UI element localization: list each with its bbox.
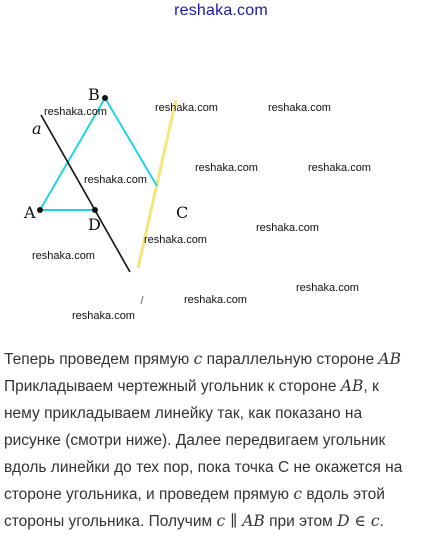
text-fragment: параллельную стороне xyxy=(202,351,379,368)
watermark: reshaka.com xyxy=(44,106,107,118)
text-line: вдоль линейки до тех пор, пока точка C не окажется на xyxy=(4,459,403,476)
point-d xyxy=(92,207,98,213)
text-fragment: стороны угольника. Получим xyxy=(4,513,217,530)
watermark: reshaka.com xyxy=(296,282,359,294)
text-line: нему прикладываем линейку так, как показано на xyxy=(4,405,363,422)
formula-parallel: c ∥ AB xyxy=(216,512,265,530)
text-fragment: Теперь проведем прямую xyxy=(4,351,194,368)
segment-ab: AB xyxy=(340,377,364,395)
text-line xyxy=(4,508,436,535)
text-line xyxy=(4,481,436,508)
text-fragment: , к xyxy=(363,378,379,395)
solution-text xyxy=(4,346,436,535)
side-bc xyxy=(105,98,157,186)
text-fragment: стороне угольника, и проведем прямую xyxy=(4,486,294,503)
watermark: reshaka.com xyxy=(84,174,147,186)
watermark: reshaka.com xyxy=(155,102,218,114)
text-line xyxy=(4,373,436,400)
label-a: A xyxy=(24,203,36,222)
watermark: reshaka.com xyxy=(195,162,258,174)
watermark: reshaka.com xyxy=(72,310,135,322)
var-c: c xyxy=(193,350,203,368)
tick-mark xyxy=(141,296,143,304)
text-fragment: Прикладываем чертежный угольник к стороне xyxy=(4,378,341,395)
text-fragment: . xyxy=(379,513,384,530)
label-c: C xyxy=(176,203,189,222)
watermark: reshaka.com xyxy=(268,102,331,114)
segment-ab: AB xyxy=(378,350,402,368)
label-line-a: a xyxy=(32,119,42,138)
watermark: reshaka.com xyxy=(308,162,371,174)
label-d: D xyxy=(88,215,101,234)
text-line: рисунке (смотри ниже). Далее передвигаем угольник xyxy=(4,432,386,449)
site-header-watermark: reshaka.com xyxy=(174,2,268,19)
line-a xyxy=(41,115,130,272)
watermark: reshaka.com xyxy=(144,234,207,246)
watermark: reshaka.com xyxy=(32,250,95,262)
watermark: reshaka.com xyxy=(184,294,247,306)
point-a xyxy=(37,207,43,213)
formula-belongs: D ∈ c xyxy=(337,512,380,530)
label-b: B xyxy=(88,85,100,104)
point-b xyxy=(102,95,108,101)
text-fragment: при этом xyxy=(264,513,338,530)
text-line xyxy=(4,346,436,373)
var-c: c xyxy=(293,485,303,503)
watermark: reshaka.com xyxy=(256,222,319,234)
text-fragment: вдоль этой xyxy=(302,486,385,503)
